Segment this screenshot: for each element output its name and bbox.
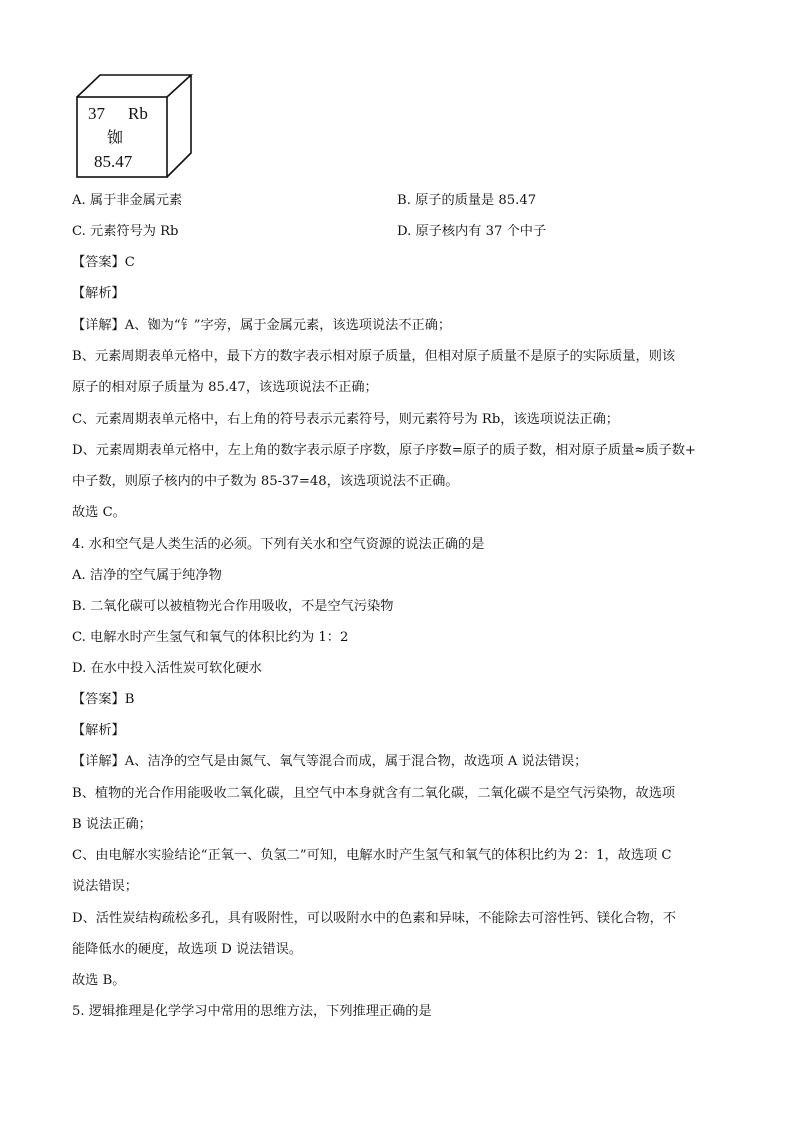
- q3-answer: 【答案】C: [72, 255, 135, 270]
- q4-option-c: C. 电解水时产生氢气和氧气的体积比约为 1：2: [72, 630, 349, 645]
- q4-detail-line: D、活性炭结构疏松多孔，具有吸附性，可以吸附水中的色素和异味，不能除去可溶性钙、镁化合物，不: [72, 911, 677, 926]
- q4-stem: 4. 水和空气是人类生活的必须。下列有关水和空气资源的说法正确的是: [72, 537, 485, 552]
- q4-detail-line: B、植物的光合作用能吸收二氧化碳，且空气中本身就含有二氧化碳，二氧化碳不是空气污染物，故选项: [72, 786, 676, 801]
- q3-conclusion: 故选 C。: [72, 505, 126, 520]
- q4-option-d: D. 在水中投入活性炭可软化硬水: [72, 661, 262, 676]
- q4-option-a: A. 洁净的空气属于纯净物: [72, 568, 222, 583]
- q5-stem: 5. 逻辑推理是化学学习中常用的思维方法，下列推理正确的是: [72, 1004, 432, 1019]
- q4-option-b: B. 二氧化碳可以被植物光合作用吸收，不是空气污染物: [72, 599, 394, 614]
- q3-detail-line: 原子的相对原子质量为 85.47，该选项说法不正确；: [72, 380, 378, 395]
- q3-option-b: B. 原子的质量是 85.47: [397, 193, 537, 208]
- q4-detail-line: B 说法正确；: [72, 817, 152, 832]
- q4-analysis-label: 【解析】: [72, 723, 125, 738]
- q4-answer: 【答案】B: [72, 692, 135, 707]
- q3-detail-line: C、元素周期表单元格中，右上角的符号表示元素符号，则元素符号为 Rb，该选项说法正确；: [72, 412, 619, 427]
- element-card-figure: [76, 74, 194, 178]
- element-atomic-number: 37: [88, 104, 105, 123]
- q3-detail-line: B、元素周期表单元格中，最下方的数字表示相对原子质量，但相对原子质量不是原子的实际质量，则该: [72, 349, 676, 364]
- element-atomic-mass: 85.47: [94, 152, 133, 171]
- q4-detail-line: 说法错误；: [72, 879, 138, 894]
- q3-option-a: A. 属于非金属元素: [72, 193, 183, 208]
- q4-detail-line: 【详解】A、洁净的空气是由氮气、氧气等混合而成，属于混合物，故选项 A 说法错误；: [72, 754, 588, 769]
- q3-option-c: C. 元素符号为 Rb: [72, 224, 179, 239]
- element-name: 铷: [107, 128, 124, 147]
- q3-detail-line: D、元素周期表单元格中，左上角的数字表示原子序数，原子序数=原子的质子数，相对原子质量≈质子数+: [72, 443, 696, 458]
- q4-detail-line: 能降低水的硬度，故选项 D 说法错误。: [72, 942, 302, 957]
- q4-detail-line: C、由电解水实验结论“正氧一、负氢二”可知，电解水时产生氢气和氧气的体积比约为 2：1，故选项 C: [72, 848, 672, 863]
- element-symbol: Rb: [128, 104, 148, 123]
- q3-option-d: D. 原子核内有 37 个中子: [397, 224, 547, 239]
- q4-conclusion: 故选 B。: [72, 973, 126, 988]
- q3-analysis-label: 【解析】: [72, 286, 125, 301]
- q3-detail-line: 中子数，则原子核内的中子数为 85-37=48，该选项说法不正确。: [72, 474, 459, 489]
- q3-detail-line: 【详解】A、铷为“钅”字旁，属于金属元素，该选项说法不正确；: [72, 318, 452, 333]
